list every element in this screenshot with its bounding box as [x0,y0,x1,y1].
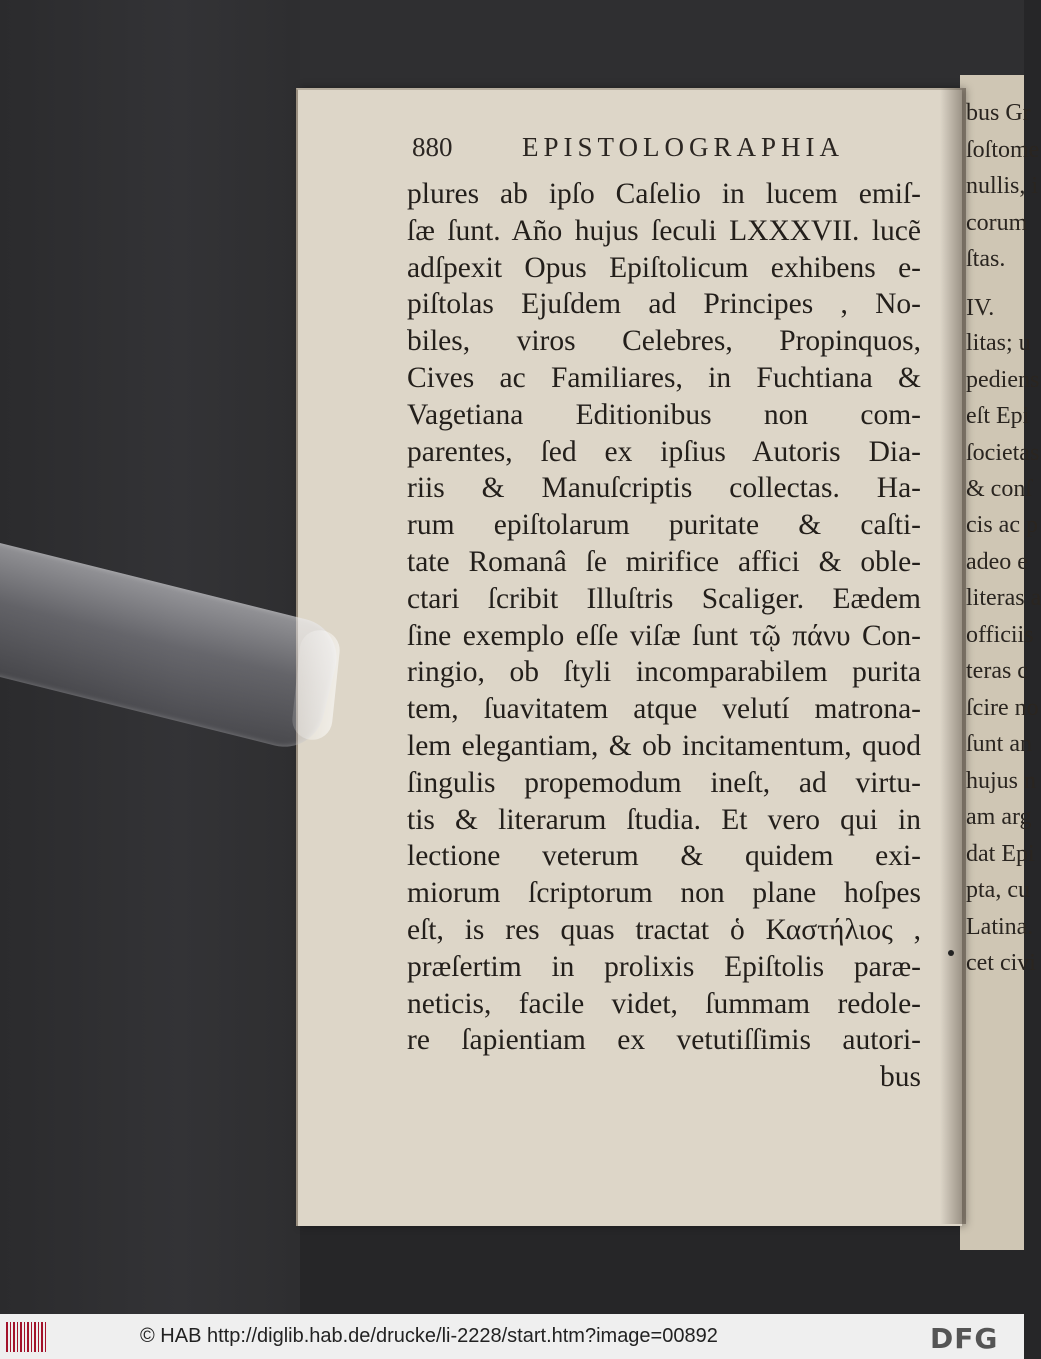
running-head: EPISTOLOGRAPHIA [522,132,845,162]
next-page-line: cet civi [966,950,1036,976]
next-page-line: Latina. [966,914,1034,940]
text-line: tate Romanâ ſe mirifice affici & oble- [407,545,921,578]
text-line: miorum ſcriptorum non plane hoſpes [407,877,921,910]
footer-credit: © HAB http://diglib.hab.de/drucke/li-2228/start.htm?image=00892 [140,1325,718,1347]
page-mark [948,950,954,956]
barcode-icon [6,1322,46,1352]
text-line: Cives ac Familiares, in Fuchtiana & [407,361,921,394]
next-page-line: literas a [966,585,1041,611]
text-line: piſtolas Ejuſdem ad Principes , No- [407,288,921,321]
text-line: ſæ ſunt. Año hujus ſeculi LXXXVII. lucẽ [407,214,921,247]
catchword: bus [880,1061,921,1094]
next-page-line: ſoſtome [966,137,1040,163]
text-line: eſt, is res quas tractat ὁ Καστήλιος , [407,913,921,946]
text-line: plures ab ipſo Caſelio in lucem emiſ- [407,178,921,210]
text-line: tem, ſuavitatem atque velutí matrona- [407,693,921,726]
text-line: parentes, ſed ex ipſius Autoris Dia- [407,435,921,468]
text-line: rum epiſtolarum puritate & caſti- [407,509,921,542]
next-page-line: litas; u [966,330,1031,356]
text-line: lectione veterum & quidem exi- [407,840,921,873]
next-page-line: IV. [966,295,995,321]
page-body-text [407,176,921,1096]
next-page-line: ſtas. [966,246,1006,272]
next-page-strip [960,75,1041,1250]
next-page-line: corum [966,210,1028,236]
text-line: Vagetiana Editionibus non com- [407,398,921,431]
text-line: re ſapientiam ex vetutiſſimis autori- [407,1024,921,1057]
dfg-logo: DFG [930,1322,999,1355]
text-line: præſertim in prolixis Epiſtolis paræ- [407,950,921,983]
next-page-line: hujus n [966,768,1037,794]
next-page-line: cis ac p [966,512,1038,538]
next-page-line: ſocietas [966,440,1040,466]
page-gutter-shadow [940,88,966,1224]
next-page-line: ſcire no [966,695,1039,721]
next-page-line: nullis, i [966,173,1039,199]
next-page-line: & conſ [966,476,1032,502]
text-line: ringio, ob ſtyli incomparabilem purita [407,656,921,689]
next-page-line: pediens [966,367,1040,393]
next-page-line: ſunt an [966,731,1032,757]
next-page-line: adeo e [966,549,1028,575]
next-page-line: teras c [966,658,1028,684]
page-number: 880 [412,132,453,162]
text-line: tis & literarum ſtudia. Et vero qui in [407,803,921,836]
text-line: ctari ſcribit Illuſtris Scaliger. Eædem [407,582,921,615]
text-line: neticis, facile videt, ſummam redole- [407,987,921,1020]
next-page-line: eſt Epi [966,403,1030,429]
text-line: adſpexit Opus Epiſtolicum exhibens e- [407,251,921,284]
text-line: ſingulis propemodum ineſt, ad virtu- [407,766,921,799]
text-line: biles, viros Celebres, Propinquos, [407,325,921,358]
next-page-line: dat Epi [966,841,1035,867]
next-page-line: am arg [966,804,1032,830]
next-page-line: bus Gr [966,100,1031,126]
next-page-line: officiis [966,622,1034,648]
text-line: riis & Manuſcriptis collectas. Ha- [407,472,921,505]
next-page-line: pta, cu [966,877,1030,903]
text-line: ſine exemplo eſſe viſæ ſunt τῷ πάνυ Con- [407,619,921,652]
text-line: lem elegantiam, & ob incitamentum, quod [407,729,921,762]
